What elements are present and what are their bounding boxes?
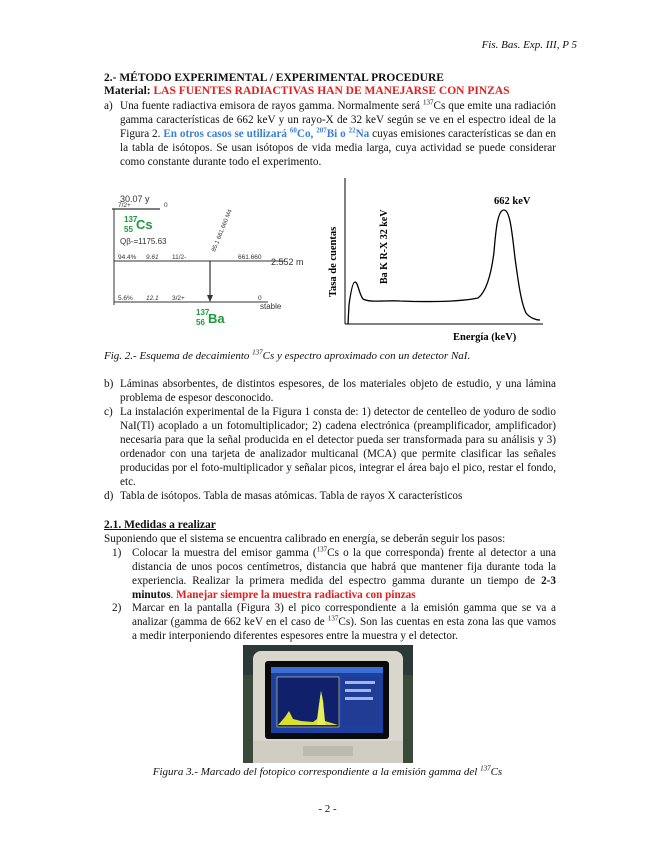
ground-spin: 3/2+ bbox=[172, 295, 185, 302]
spectrum-curve bbox=[348, 210, 540, 324]
ground-energy: 0 bbox=[258, 295, 262, 302]
parent-spin: 7/2+ bbox=[118, 202, 131, 209]
item-d: d) Tabla de isótopos. Tabla de masas atómicas. Tabla de rayos X característicos bbox=[104, 490, 463, 502]
section-title: 2.- MÉTODO EXPERIMENTAL / EXPERIMENTAL PROCEDURE bbox=[104, 72, 444, 84]
steps-intro: Suponiendo que el sistema se encuentra calibrado en energía, se deberán seguir los pasos: bbox=[104, 533, 506, 545]
gamma-spectrum-figure bbox=[318, 172, 558, 347]
daughter-symbol: Ba bbox=[208, 311, 225, 326]
material-line bbox=[104, 85, 510, 97]
fig2-caption: Fig. 2.- Esquema de decaimiento $^{137}$Cs y espectro aproximado con un detector NaI. bbox=[104, 348, 471, 362]
branch2-pct: 5.6% bbox=[118, 295, 133, 302]
item-b: b) Láminas absorbentes, de distintos espesores, de los materiales objeto de estudio, y una lámina problema de espesor desconocido. bbox=[104, 378, 556, 404]
peak-label: 662 keV bbox=[494, 196, 531, 207]
decay-scheme-diagram bbox=[108, 192, 308, 330]
step-1: 1) Colocar la muestra del emisor gamma ($^{137}$Cs o la que corresponda) frente al detector a una distancia de unos pocos centímetros, distancia que habrá que mantener fija durante toda la experiencia. Realizar la primera medida del espectro gamma durante un tiempo de 2-3 minutos. Manejar siempre la muestra radiactiva con pinzas bbox=[112, 545, 556, 601]
parent-symbol: Cs bbox=[136, 217, 153, 232]
daughter-mass: 137 bbox=[196, 308, 210, 317]
q-value: Qβ-=1175.63 bbox=[120, 237, 167, 246]
running-header: Fis. Bas. Exp. III, P 5 bbox=[481, 39, 577, 51]
subsection-title: 2.1. Medidas a realizar bbox=[104, 519, 216, 531]
gamma-arrow-head bbox=[207, 295, 213, 302]
level1-energy: 661.660 bbox=[238, 254, 262, 261]
parent-energy: 0 bbox=[164, 202, 168, 209]
branch1-logft: 9.61 bbox=[146, 254, 159, 261]
daughter-z: 56 bbox=[196, 318, 205, 327]
page-number: - 2 - bbox=[318, 803, 337, 815]
level1-spin: 11/2- bbox=[172, 254, 187, 261]
branch2-logft: 12.1 bbox=[146, 295, 159, 302]
item-c: c) La instalación experimental de la Figura 1 consta de: 1) detector de centelleo de yoduro de sodio NaI(Tl) acoplado a un fotomultiplicador; 2) cadena electrónica (preamplificador, amplificador) necesaria para que la señal producida en el detector pueda ser transformada para su análisis y 3) ordenador con una tarjeta de analizador multicanal (MCA) que permite clasificar las señales producidas por el foto-multiplicador y señalar picos, integrar el área bajo el pico, restar el fondo, etc. bbox=[104, 406, 556, 488]
material-label: Material: bbox=[104, 85, 154, 97]
item-a-label: a) bbox=[104, 100, 113, 112]
parent-mass: 137 bbox=[124, 215, 138, 224]
spectrum-ylabel: Tasa de cuentas bbox=[328, 226, 339, 297]
xray-label: Ba K R-X 32 keV bbox=[379, 209, 390, 284]
ground-stable-label: stable bbox=[260, 302, 282, 311]
isomer-halflife: 2.552 m bbox=[271, 257, 304, 267]
branch1-pct: 94.4% bbox=[118, 254, 137, 261]
item-a bbox=[104, 99, 556, 169]
step-2: 2) Marcar en la pantalla (Figura 3) el pico correspondiente a la emisión gamma que se va a analizar (gamma de 662 keV en el caso de $^{137}$Cs). Son las cuentas en esta zona las que vamos a medir interponiendo diferentes espesores entre la muestra y el detector. bbox=[112, 602, 556, 642]
item-a-text: Una fuente radiactiva emisora de rayos gamma. Normalmente será $^{137}$Cs que emite una radiación gamma características de 662 keV y un rayo-X de 32 keV según se ve en el espectro ideal de la Figura 2. En otros casos se utilizará $^{60}$Co, $^{207}$Bi o $^{22}$Na cuyas emisiones características se dan en la tabla de isótopos. Se usan isótopos de vida media larga, cuya actividad se puede considerar como constante durante todo el experimento. bbox=[120, 98, 556, 168]
material-warning: LAS FUENTES RADIACTIVAS HAN DE MANEJARSE CON PINZAS bbox=[153, 85, 510, 97]
gamma-transition-label: 85.1 661.660 M4 bbox=[211, 208, 234, 253]
fig3-caption: Figura 3.- Marcado del fotopico correspondiente a la emisión gamma del $^{137}$Cs bbox=[152, 764, 503, 778]
parent-z: 55 bbox=[124, 225, 133, 234]
spectrum-xlabel: Energía (keV) bbox=[453, 332, 517, 343]
halflife-label: 30.07 y bbox=[120, 194, 150, 204]
monitor-photo bbox=[243, 645, 413, 763]
